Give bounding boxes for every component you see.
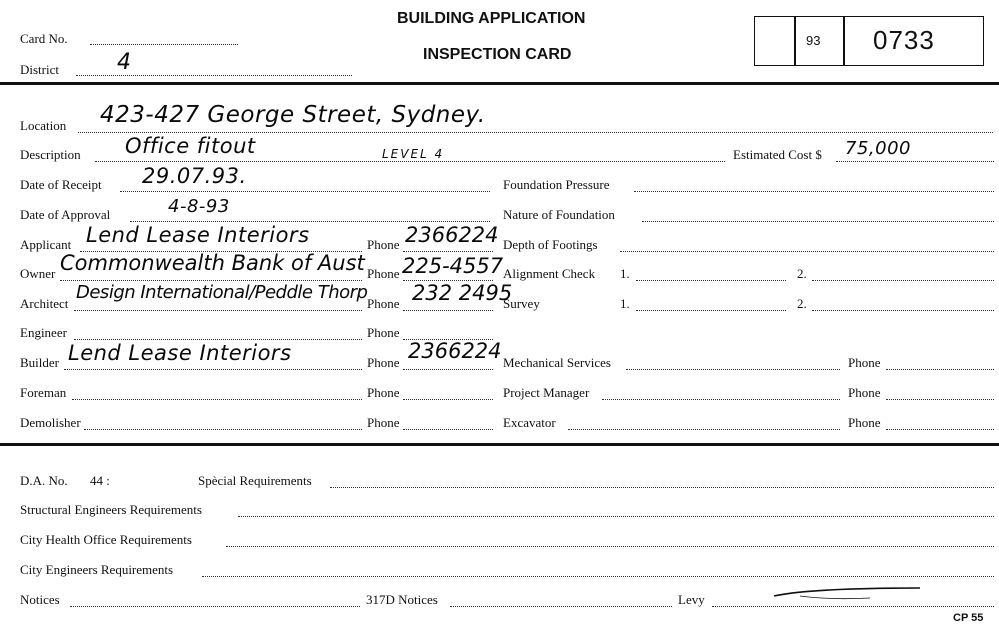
title-line-1: BUILDING APPLICATION xyxy=(397,10,586,27)
nature-foundation-field[interactable] xyxy=(642,221,994,222)
excavator-label: Excavator xyxy=(503,415,556,430)
alignment-item-2: 2. xyxy=(797,266,807,281)
excavator-field[interactable] xyxy=(568,429,840,430)
estimated-cost-field[interactable] xyxy=(836,161,994,162)
location-value: 423-427 George Street, Sydney. xyxy=(100,102,486,128)
applicant-value: Lend Lease Interiors xyxy=(86,223,310,247)
project-manager-phone-field[interactable] xyxy=(886,399,994,400)
applicant-label: Applicant xyxy=(20,237,72,252)
card-no-label: Card No. xyxy=(20,31,68,46)
foundation-pressure-label: Foundation Pressure xyxy=(503,177,610,192)
notices-317-field[interactable] xyxy=(450,606,672,607)
special-requirements-field[interactable] xyxy=(330,487,994,488)
survey-field-2[interactable] xyxy=(812,310,994,311)
applicant-phone-field[interactable] xyxy=(403,251,493,252)
engineer-phone-label: Phone xyxy=(367,325,400,340)
owner-field[interactable] xyxy=(60,280,362,281)
demolisher-phone-field[interactable] xyxy=(403,429,493,430)
owner-phone-value: 225-4557 xyxy=(402,254,504,278)
health-field[interactable] xyxy=(226,546,994,547)
demolisher-field[interactable] xyxy=(84,429,362,430)
structural-label: Structural Engineers Requirements xyxy=(20,502,202,517)
section-rule xyxy=(0,443,999,446)
foreman-phone-field[interactable] xyxy=(403,399,493,400)
project-manager-phone-label: Phone xyxy=(848,385,881,400)
depth-footings-field[interactable] xyxy=(620,251,994,252)
engineer-label: Engineer xyxy=(20,325,67,340)
applicant-phone-label: Phone xyxy=(367,237,400,252)
architect-value: Design International/Peddle Thorp xyxy=(76,282,368,303)
estimated-cost-label: Estimated Cost $ xyxy=(733,147,822,162)
date-approval-value: 4-8-93 xyxy=(168,196,230,217)
location-field[interactable] xyxy=(78,132,993,133)
description-value: Office fitout xyxy=(125,134,256,158)
builder-label: Builder xyxy=(20,355,59,370)
da-no-label: D.A. No. xyxy=(20,473,68,488)
description-label: Description xyxy=(20,147,81,162)
card-no-field[interactable] xyxy=(90,44,238,45)
district-label: District xyxy=(20,62,59,77)
demolisher-label: Demolisher xyxy=(20,415,81,430)
district-value: 4 xyxy=(117,50,132,75)
builder-value: Lend Lease Interiors xyxy=(68,341,292,365)
location-label: Location xyxy=(20,118,67,133)
architect-phone-label: Phone xyxy=(367,296,400,311)
estimated-cost-value: 75,000 xyxy=(845,138,911,159)
foundation-pressure-field[interactable] xyxy=(634,191,994,192)
mechanical-phone-field[interactable] xyxy=(886,369,994,370)
title-line-2: INSPECTION CARD xyxy=(423,46,572,63)
engineer-field[interactable] xyxy=(74,339,362,340)
date-receipt-field[interactable] xyxy=(120,191,490,192)
architect-phone-field[interactable] xyxy=(403,310,493,311)
builder-field[interactable] xyxy=(64,369,362,370)
date-receipt-label: Date of Receipt xyxy=(20,177,102,192)
health-label: City Health Office Requirements xyxy=(20,532,192,547)
owner-value: Commonwealth Bank of Aust xyxy=(60,251,365,275)
levy-label: Levy xyxy=(678,592,705,607)
box-divider-2 xyxy=(843,17,845,65)
card-number-box xyxy=(754,16,984,66)
project-manager-field[interactable] xyxy=(602,399,840,400)
structural-field[interactable] xyxy=(238,516,994,517)
foreman-phone-label: Phone xyxy=(367,385,400,400)
description-note: LEVEL 4 xyxy=(382,147,445,161)
survey-item-1: 1. xyxy=(620,296,630,311)
notices-317-label: 317D Notices xyxy=(366,592,438,607)
da-no-value: 44 : xyxy=(90,473,110,488)
box-divider-1 xyxy=(794,17,796,65)
year-prefix: 93 xyxy=(806,33,821,48)
city-engineers-field[interactable] xyxy=(202,576,994,577)
architect-field[interactable] xyxy=(74,310,362,311)
alignment-field-2[interactable] xyxy=(812,280,994,281)
nature-foundation-label: Nature of Foundation xyxy=(503,207,615,222)
date-approval-label: Date of Approval xyxy=(20,207,111,222)
owner-label: Owner xyxy=(20,266,56,281)
district-field[interactable] xyxy=(76,75,352,76)
form-code: CP 55 xyxy=(953,612,984,624)
project-manager-label: Project Manager xyxy=(503,385,590,400)
alignment-field-1[interactable] xyxy=(636,280,786,281)
survey-label: Survey xyxy=(503,296,540,311)
architect-label: Architect xyxy=(20,296,69,311)
builder-phone-label: Phone xyxy=(367,355,400,370)
levy-field[interactable] xyxy=(712,606,994,607)
date-receipt-value: 29.07.93. xyxy=(142,164,247,188)
foreman-field[interactable] xyxy=(72,399,362,400)
applicant-phone-value: 2366224 xyxy=(405,223,499,247)
mechanical-services-field[interactable] xyxy=(626,369,840,370)
alignment-item-1: 1. xyxy=(620,266,630,281)
mechanical-phone-label: Phone xyxy=(848,355,881,370)
architect-phone-value: 232 2495 xyxy=(412,281,513,305)
date-approval-field[interactable] xyxy=(130,221,490,222)
city-engineers-label: City Engineers Requirements xyxy=(20,562,174,577)
notices-field[interactable] xyxy=(70,606,360,607)
excavator-phone-label: Phone xyxy=(848,415,881,430)
builder-phone-field[interactable] xyxy=(403,369,493,370)
special-requirements-label: Spècial Requirements xyxy=(198,473,312,488)
owner-phone-label: Phone xyxy=(367,266,400,281)
card-number: 0733 xyxy=(873,25,935,55)
survey-item-2: 2. xyxy=(797,296,807,311)
header-rule xyxy=(0,82,999,85)
levy-handwritten-stroke xyxy=(770,582,930,602)
mechanical-services-label: Mechanical Services xyxy=(503,355,611,370)
builder-phone-value: 2366224 xyxy=(408,339,502,363)
alignment-check-label: Alignment Check xyxy=(503,266,596,281)
foreman-label: Foreman xyxy=(20,385,67,400)
survey-field-1[interactable] xyxy=(636,310,786,311)
notices-label: Notices xyxy=(20,592,60,607)
depth-footings-label: Depth of Footings xyxy=(503,237,598,252)
demolisher-phone-label: Phone xyxy=(367,415,400,430)
excavator-phone-field[interactable] xyxy=(886,429,994,430)
